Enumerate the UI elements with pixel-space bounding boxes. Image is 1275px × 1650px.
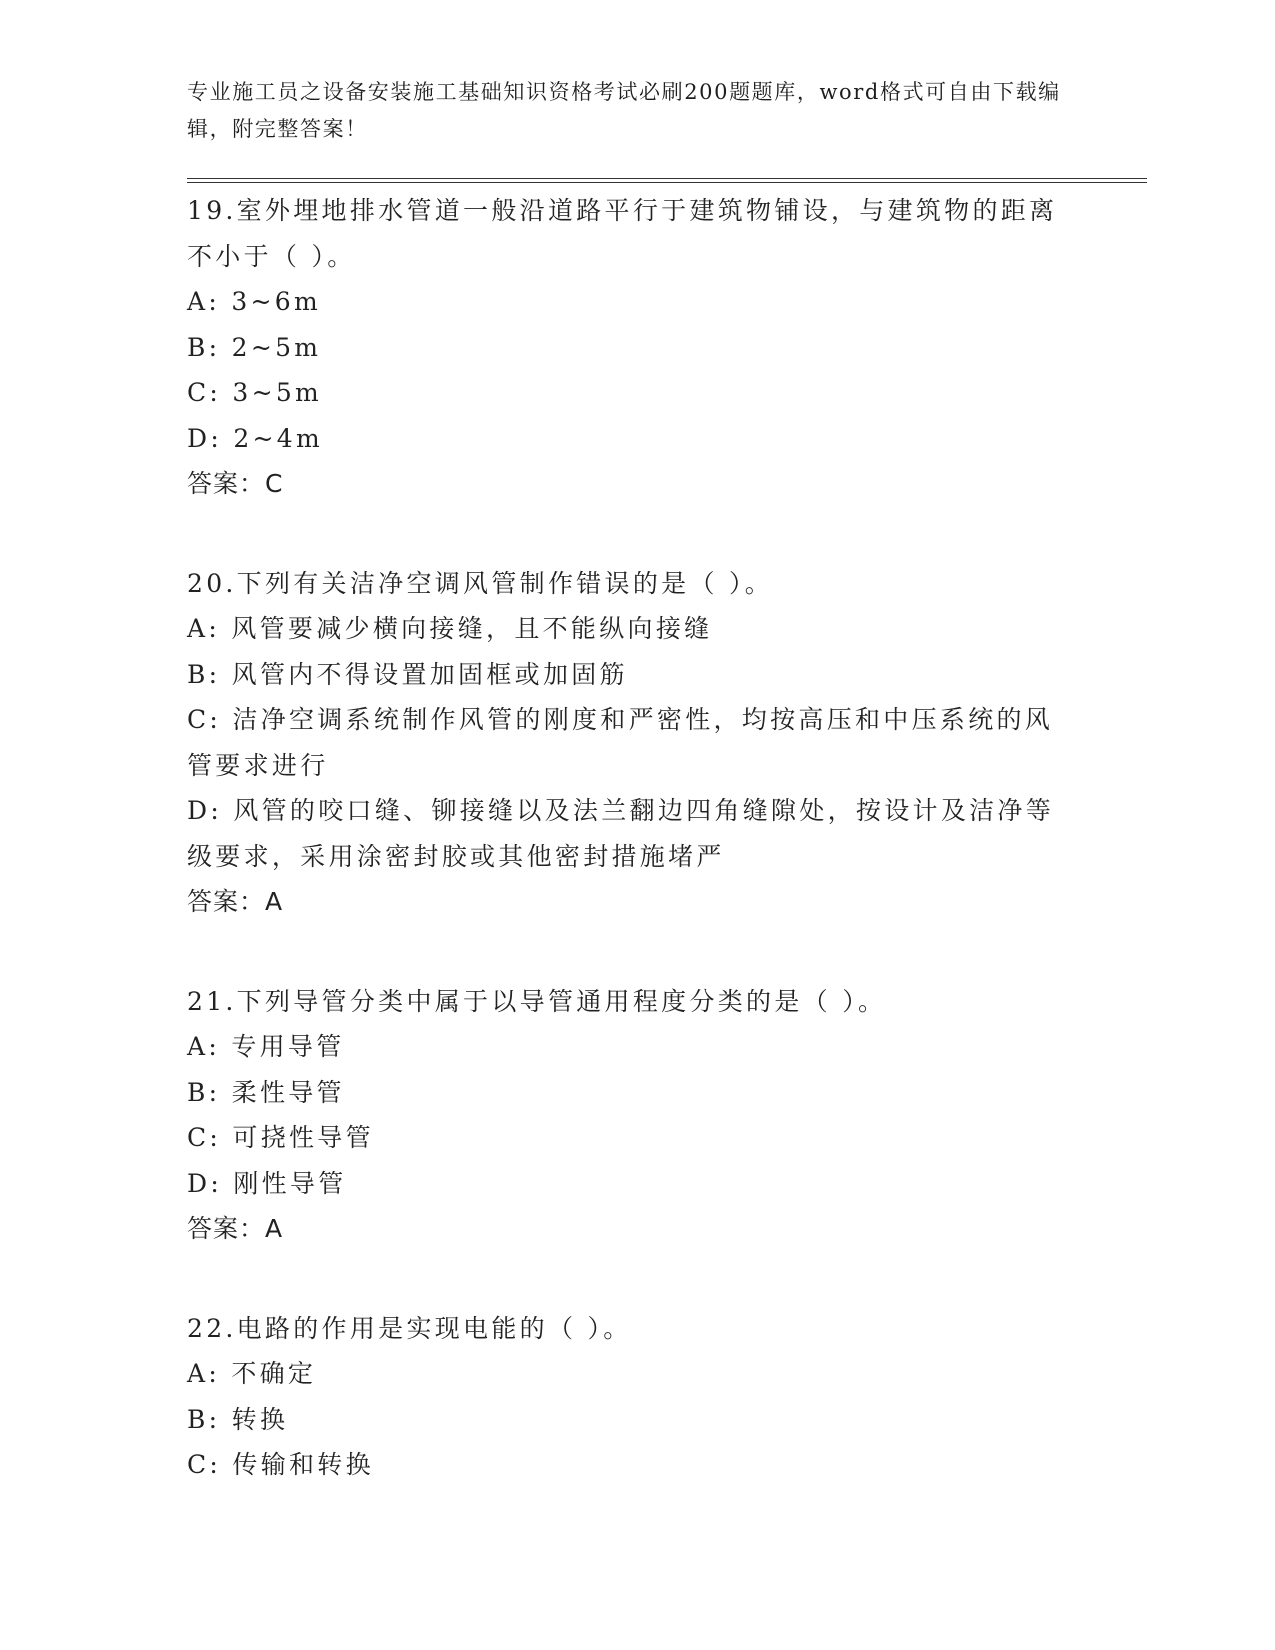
option-a: A: 风管要减少横向接缝，且不能纵向接缝	[187, 614, 713, 643]
question-stem: 20.下列有关洁净空调风管制作错误的是（ ）。	[187, 568, 774, 598]
answer: 答案：C	[187, 469, 284, 498]
question-stem: 22.电路的作用是实现电能的（ ）。	[187, 1313, 632, 1343]
document-header: 专业施工员之设备安装施工基础知识资格考试必刷200题题库，word格式可自由下载编辑，附完整答案！	[187, 80, 1061, 141]
option-c: C: 3~5m	[187, 378, 323, 407]
question-stem: 19.室外埋地排水管道一般沿道路平行于建筑物铺设，与建筑物的距离不小于（ ）。	[187, 196, 1058, 271]
option-d: D: 2~4m	[187, 423, 323, 453]
question-stem: 21.下列导管分类中属于以导管通用程度分类的是（ ）。	[187, 986, 887, 1016]
question-22	[187, 1306, 1147, 1488]
option-c: C: 洁净空调系统制作风管的刚度和严密性，均按高压和中压系统的风管要求进行	[187, 705, 1054, 780]
answer: 答案：A	[187, 887, 284, 916]
option-a: A: 专用导管	[187, 1032, 345, 1061]
option-b: B: 风管内不得设置加固框或加固筋	[187, 659, 628, 689]
question-list	[187, 188, 1147, 1542]
option-c: C: 可挠性导管	[187, 1123, 374, 1152]
question-19	[187, 188, 1147, 507]
option-c: C: 传输和转换	[187, 1450, 374, 1479]
option-b: B: 2~5m	[187, 332, 322, 362]
option-a: A: 不确定	[187, 1359, 317, 1388]
option-a: A: 3~6m	[187, 287, 321, 316]
option-d: D: 风管的咬口缝、铆接缝以及法兰翻边四角缝隙处，按设计及洁净等级要求，采用涂密封胶或其他密封措施堵严	[187, 796, 1055, 871]
option-b: B: 转换	[187, 1404, 289, 1434]
answer: 答案：A	[187, 1214, 284, 1243]
option-d: D: 刚性导管	[187, 1168, 347, 1198]
header-divider	[187, 178, 1147, 183]
question-20	[187, 561, 1147, 925]
option-b: B: 柔性导管	[187, 1077, 345, 1107]
question-21	[187, 979, 1147, 1252]
